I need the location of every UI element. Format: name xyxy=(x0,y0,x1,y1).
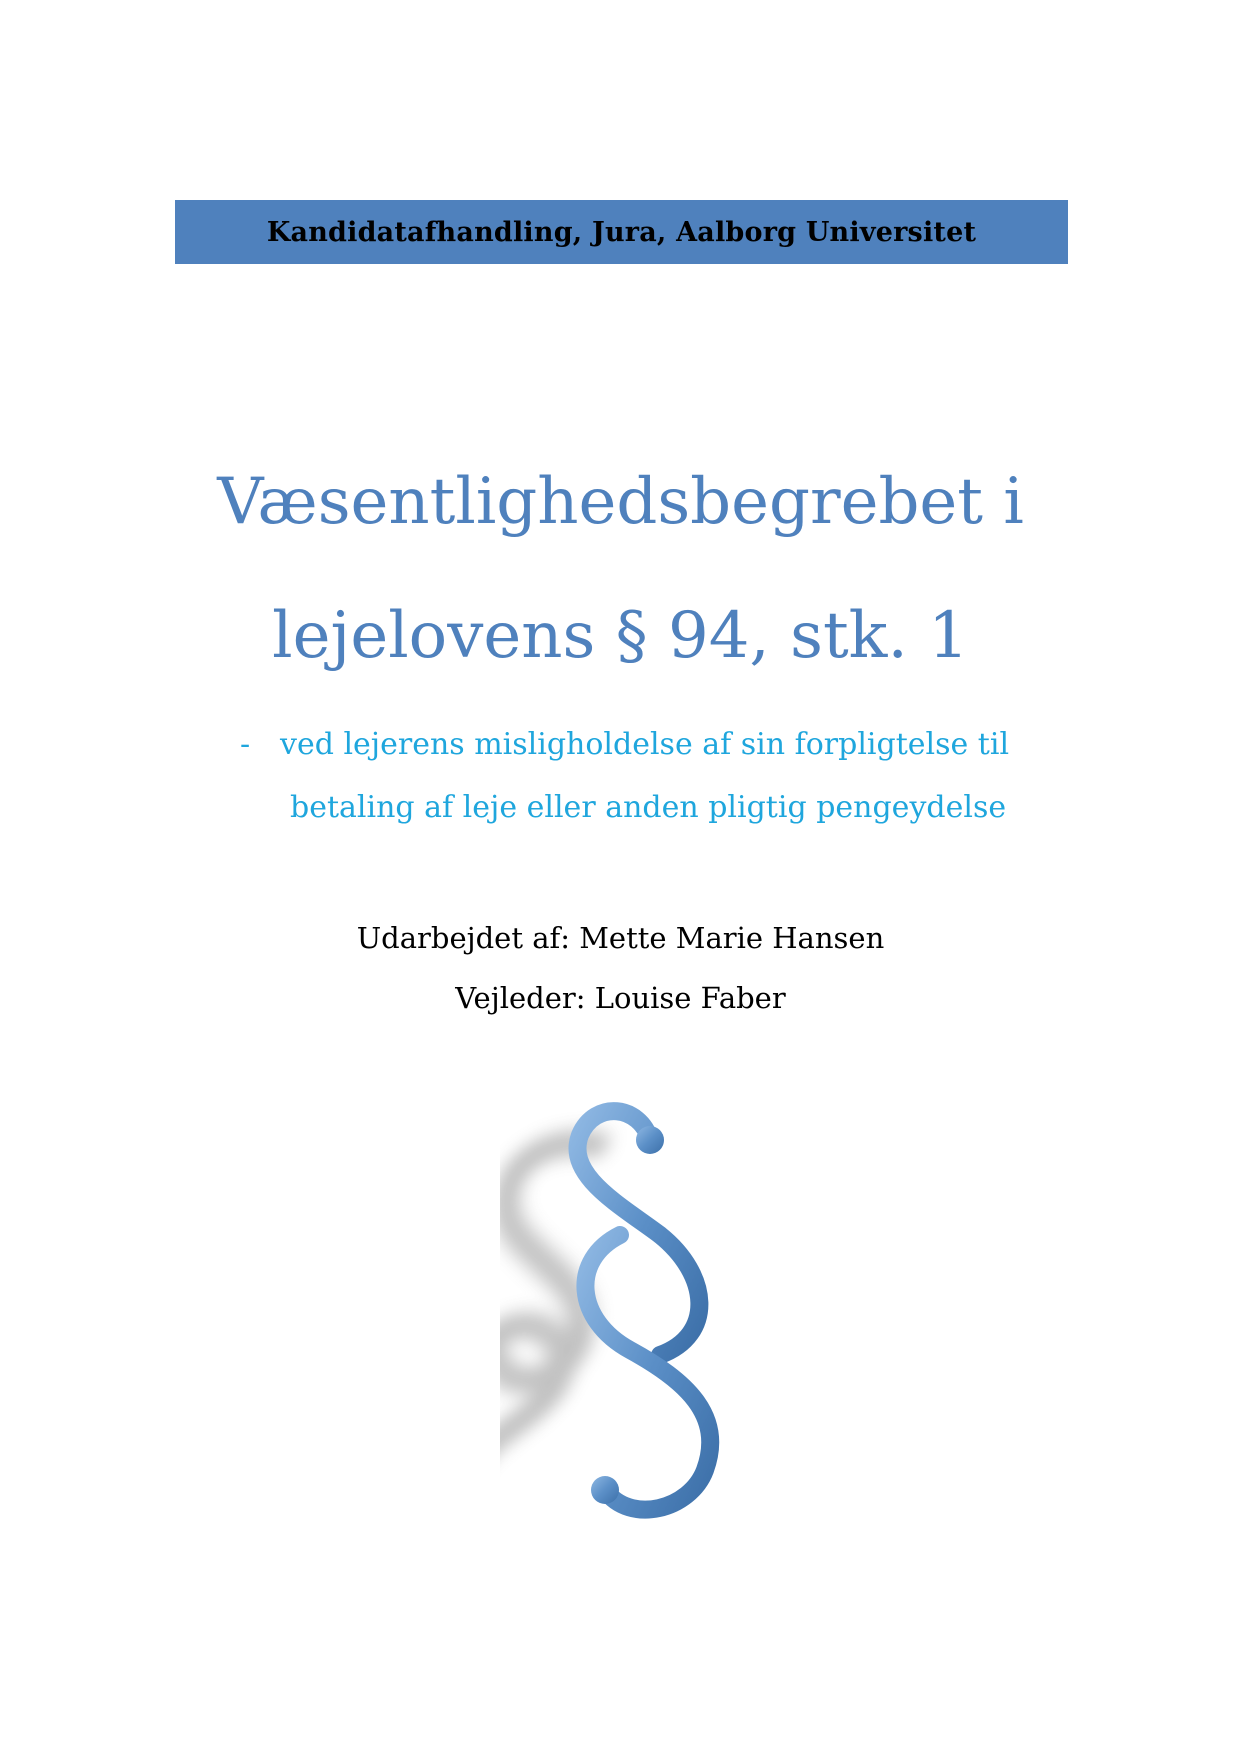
subtitle-line-2: betaling af leje eller anden pligtig pengeydelse xyxy=(290,790,1007,825)
subtitle-line-1: ved lejerens misligholdelse af sin forpligtelse til xyxy=(280,727,1010,762)
header-bar xyxy=(175,200,1068,264)
section-sign-icon xyxy=(500,1085,790,1555)
section-sign-glyph xyxy=(577,1111,710,1510)
supervisor-credit: Vejleder: Louise Faber xyxy=(455,981,786,1015)
author-credit: Udarbejdet af: Mette Marie Hansen xyxy=(356,921,885,955)
header-text: Kandidatafhandling, Jura, Aalborg Universitet xyxy=(266,216,977,248)
subtitle-dash: - xyxy=(240,727,251,762)
title-line-1: Væsentlighedsbegrebet i xyxy=(217,465,1024,539)
title-line-2: lejelovens § 94, stk. 1 xyxy=(272,599,969,673)
